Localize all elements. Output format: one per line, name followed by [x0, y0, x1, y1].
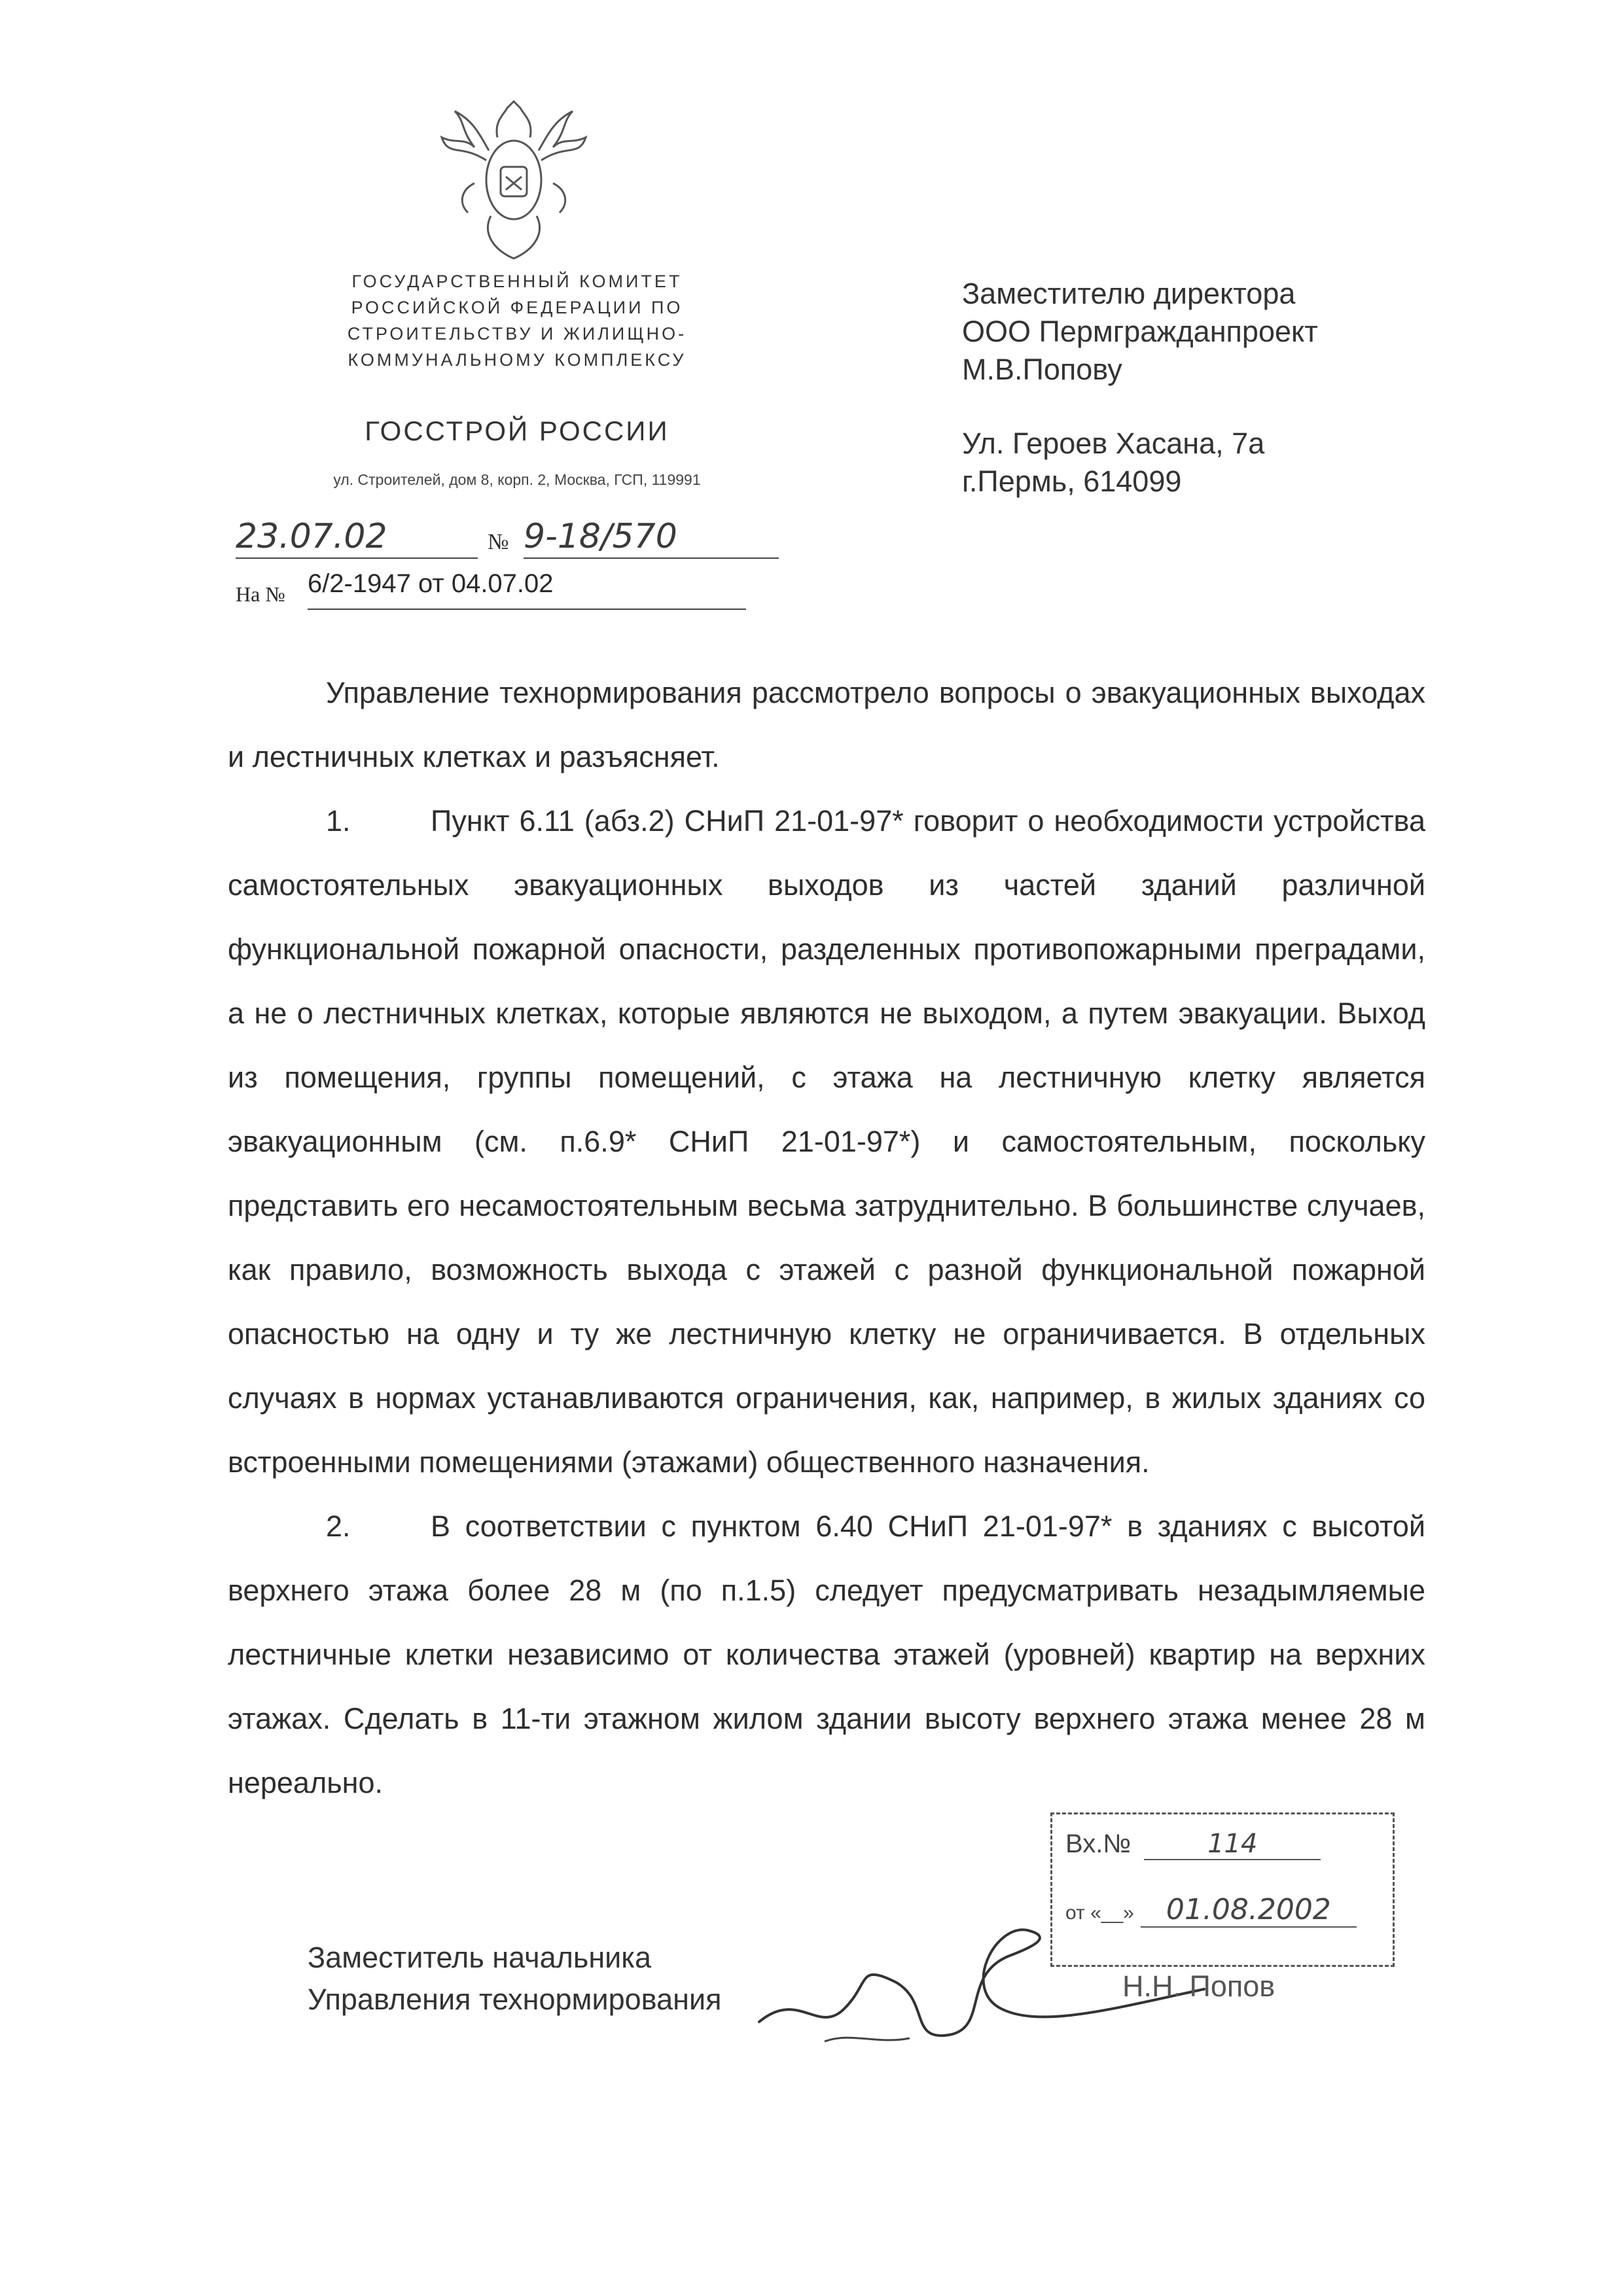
stamp-in-row: [1065, 1829, 1321, 1860]
org-line: КОММУНАЛЬНОМУ КОМПЛЕКСУ: [348, 350, 687, 370]
organization-name: [236, 268, 798, 373]
outgoing-number: 9-18/570: [524, 517, 779, 559]
addressee-line: Заместителю директора: [962, 277, 1296, 310]
signer-title: [308, 1937, 721, 2021]
stamp-in-label: Вх.№: [1065, 1829, 1132, 1858]
number-label: №: [488, 530, 509, 554]
org-short-name: ГОССТРОЙ РОССИИ: [365, 415, 669, 446]
org-line: ГОСУДАРСТВЕННЫЙ КОМИТЕТ: [351, 272, 683, 291]
item-number: 2.: [326, 1510, 351, 1543]
reference-value: 6/2-1947 от 04.07.02: [308, 569, 746, 610]
signer-name: Н.Н. Попов: [1122, 1969, 1275, 2003]
body-item-1: [228, 789, 1425, 1494]
reference-label: На №: [236, 582, 285, 606]
body-item-2: [228, 1494, 1425, 1815]
org-line: СТРОИТЕЛЬСТВУ И ЖИЛИЩНО-: [347, 324, 687, 344]
signer-title-line: Заместитель начальника: [308, 1941, 652, 1974]
signer-title-line: Управления технормирования: [308, 1983, 722, 2016]
addressee-block: [962, 275, 1551, 501]
stamp-date-value: 01.08.2002: [1141, 1893, 1357, 1928]
item-number: 1.: [326, 804, 351, 838]
item-text: Пункт 6.11 (абз.2) СНиП 21-01-97* говорит о необходимости устройства самостоятельных эвакуационных выходов из частей зданий различной функциональной пожарной опасности, разделенных противопожарными преградами, а не о лестничных клетках, которые являются не выходом, а путем эвакуации. Выход из помещения, группы помещений, с этажа на лестничную клетку является эвакуационным (см. п.6.9* СНиП 21-01-97*) и самостоятельным, поскольку представить его несамостоятельным весьма затруднительно. В большинстве случаев, как правило, возможность выхода с этажей с разной функциональной пожарной опасностью на одну и ту же лестничную клетку не ограничивается. В отдельных случаях в нормах устанавливаются ограничения, как, например, в жилых зданиях со встроенными помещениями (этажами) общественного назначения.: [228, 804, 1425, 1479]
item-text: В соответствии с пунктом 6.40 СНиП 21-01-97* в зданиях с высотой верхнего этажа более 28 м (по п.1.5) следует предусматривать незадымляемые лестничные клетки независимо от количества этажей (уровней) квартир на верхних этажах. Сделать в 11-ти этажном жилом здании высоту верхнего этажа менее 28 м нереально.: [228, 1510, 1425, 1799]
outgoing-date: 23.07.02: [236, 517, 478, 559]
intro-paragraph: Управление технормирования рассмотрело вопросы о эвакуационных выходах и лестничных клетках и разъясняет.: [228, 676, 1425, 773]
addressee-line: ООО Пермгражданпроект: [962, 315, 1318, 348]
coat-of-arms-icon: [435, 98, 592, 262]
org-line: РОССИЙСКОЙ ФЕДЕРАЦИИ ПО: [351, 298, 683, 317]
addressee-address-line: г.Пермь, 614099: [962, 465, 1182, 498]
addressee-address-line: Ул. Героев Хасана, 7а: [962, 427, 1265, 460]
stamp-date-label: от «__»: [1065, 1902, 1134, 1924]
addressee-line: М.В.Попову: [962, 353, 1122, 386]
letter-body: [228, 661, 1425, 1815]
org-address: ул. Строителей, дом 8, корп. 2, Москва, ГСП, 119991: [333, 471, 701, 488]
stamp-in-value: 114: [1144, 1829, 1321, 1860]
